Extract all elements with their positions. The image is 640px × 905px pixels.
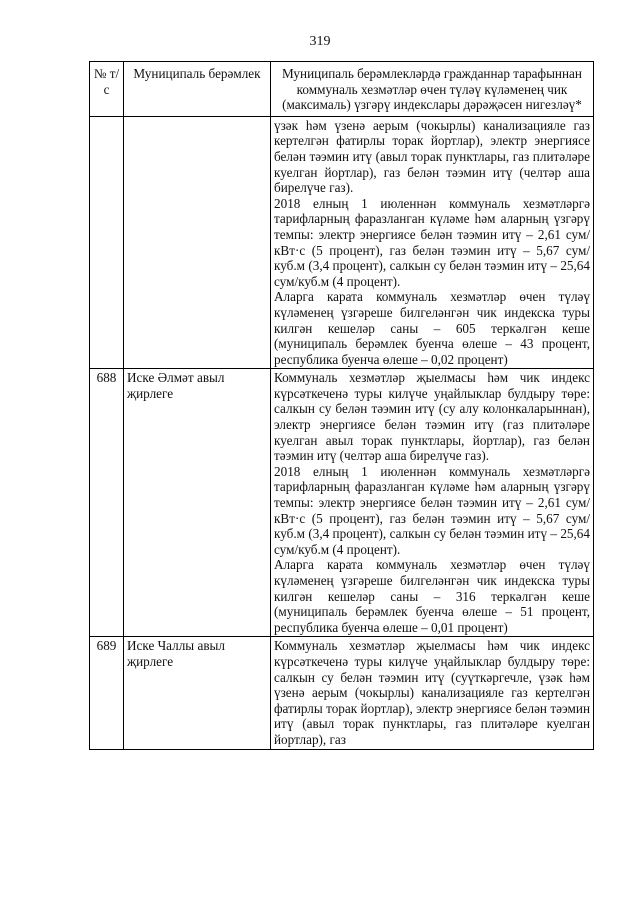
header-municipality: Муниципаль берәмлек: [124, 62, 271, 117]
table-row: [90, 116, 594, 369]
row-municipality: Иске Чаллы авыл җирлеге: [124, 637, 271, 749]
row-municipality: [124, 116, 271, 369]
row-number: [90, 116, 124, 369]
page-number: 319: [309, 34, 331, 49]
row-paragraph: Аларга карата коммуналь хезмәтләр өчен түләү күләменең үзгәреше билгеләнгән чик индекска туры килгән кешеләр саны – 605 теркәлгән кеше (муниципаль берәмлек буенча өлеше – 43 процент, республика буенча өлеше – 0,02 процент): [274, 289, 590, 367]
row-paragraph: Аларга карата коммуналь хезмәтләр өчен түләү күләменең үзгәреше билгеләнгән чик индекска туры килгән кешеләр саны – 316 теркәлгән кеше (муниципаль берәмлек буенча өлеше – 51 процент, республика буенча өлеше – 0,01 процент): [274, 557, 590, 635]
row-description: [271, 116, 594, 369]
row-paragraph: 2018 елның 1 июленнән коммуналь хезмәтләргә тарифларның фаразланган күләме һәм аларның үзгәрү темпы: электр энергиясе белән тәэмин итү – 2,61 сум/кВт·с (5 процент), газ белән тәэмин итү – 5,67 сум/куб.м (3,4 процент), салкын су белән тәэмин итү – 25,64 сум/куб.м (4 процент).: [274, 195, 590, 289]
row-municipality: Иске Әлмәт авыл җирлеге: [124, 369, 271, 637]
table-header-row: [90, 62, 594, 117]
header-number: № т/с: [90, 62, 124, 117]
tariff-table: [89, 61, 594, 750]
header-description: Муниципаль берәмлекләрдә гражданнар тарафыннан коммуналь хезмәтләр өчен түләү күләменең чик (максималь) үзгәрү индекслары дәрәҗәсен нигезләү*: [271, 62, 594, 117]
row-paragraph: Коммуналь хезмәтләр җыелмасы һәм чик индекс күрсәткеченә туры килүче уңайлыклар булдыру төре: салкын су белән тәэмин итү (суүткәргечле, үзәк һәм үзенә аерым (чокырлы) канализацияле газ кертелгән фатирлы торак йортлар), электр энергиясе белән тәэмин итү (авыл торак пунктлары, газ плитәләре куелган йортлар), газ: [274, 638, 590, 747]
row-number: 689: [90, 637, 124, 749]
table-row: [90, 369, 594, 637]
table-row: [90, 637, 594, 749]
row-number: 688: [90, 369, 124, 637]
row-paragraph: үзәк һәм үзенә аерым (чокырлы) канализацияле газ кертелгән фатирлы торак йортлар), электр энергиясе белән тәэмин итү (авыл торак пунктлары, газ плитәләре куелган йортлар), газ белән тәэмин итү (челтәр аша бирелүче газ).: [274, 117, 590, 196]
row-description: [271, 369, 594, 637]
row-paragraph: Коммуналь хезмәтләр җыелмасы һәм чик индекс күрсәткеченә туры килүче уңайлыклар булдыру төре: салкын су белән тәэмин итү (су алу колонкаларыннан), электр энергиясе белән тәэмин итү (газ плитәләре куелган авыл торак пунктлары, йортлар), газ белән тәэмин итү (челтәр аша бирелүче газ).: [274, 370, 590, 464]
row-description: [271, 637, 594, 749]
row-paragraph: 2018 елның 1 июленнән коммуналь хезмәтләргә тарифларның фаразланган күләме һәм аларның үзгәрү темпы: электр энергиясе белән тәэмин итү – 2,61 сум/кВт·с (5 процент), газ белән тәэмин итү – 5,67 сум/куб.м (3,4 процент), салкын су белән тәэмин итү – 25,64 сум/куб.м (4 процент).: [274, 463, 590, 557]
